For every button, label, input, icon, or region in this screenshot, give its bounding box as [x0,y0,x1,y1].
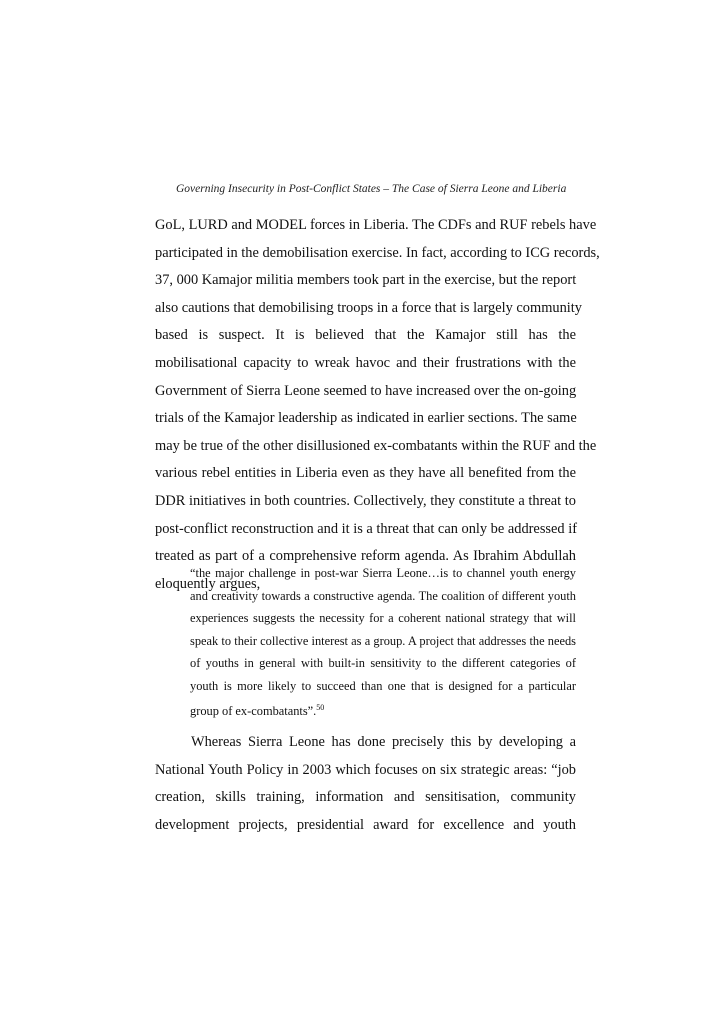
quote-line-text: group of ex-combatants”. [190,704,317,718]
text-line: trials of the Kamajor leadership as indicated in earlier sections. The same [155,410,577,427]
text-line: mobilisational capacity to wreak havoc and their frustrations with the [155,354,576,371]
paragraph-1 [155,216,600,602]
quote-line: speak to their collective interest as a group. A project that addresses the needs [190,633,576,648]
text-line: Government of Sierra Leone seemed to have increased over the on-going [155,382,577,399]
quote-line: experiences suggests the necessity for a coherent national strategy that will [190,611,576,625]
running-header: Governing Insecurity in Post-Conflict States – The Case of Sierra Leone and Liberia [176,183,567,195]
quote-line-last [190,700,576,723]
text-line: eloquently argues, [155,575,261,592]
text-line: Whereas Sierra Leone has done precisely this by developing a [191,734,576,750]
text-line: GoL, LURD and MODEL forces in Liberia. The CDFs and RUF rebels have [155,217,597,233]
text-line: various rebel entities in Liberia even as they have all benefited from the [155,465,576,482]
text-line: participated in the demobilisation exercise. In fact, according to ICG records, [155,244,600,261]
text-line: DDR initiatives in both countries. Collectively, they constitute a threat to [155,492,576,509]
text-line: based is suspect. It is believed that the Kamajor still has the [155,327,576,344]
text-line: treated as part of a comprehensive reform agenda. As Ibrahim Abdullah [155,548,576,565]
quote-line: and creativity towards a constructive agenda. The coalition of different youth [190,588,576,603]
text-line: may be true of the other disillusioned ex-combatants within the RUF and the [155,437,597,454]
block-quote [190,565,576,723]
text-line: development projects, presidential award for excellence and youth [155,816,576,833]
paragraph-2 [155,733,576,843]
text-line: National Youth Policy in 2003 which focuses on six strategic areas: “job [155,761,576,778]
text-line: post-conflict reconstruction and it is a threat that can only be addressed if [155,520,577,537]
text-line: 37, 000 Kamajor militia members took part in the exercise, but the report [155,272,577,289]
text-line: also cautions that demobilising troops in a force that is largely community [155,299,582,316]
footnote-reference[interactable]: 50 [316,703,325,712]
quote-line: “the major challenge in post-war Sierra Leone…is to channel youth energy [190,566,576,580]
text-line: creation, skills training, information and sensitisation, community [155,789,576,806]
quote-line: youth is more likely to succeed than one that is designed for a particular [190,678,576,693]
quote-line: of youths in general with built-in sensitivity to the different categories of [190,656,576,670]
